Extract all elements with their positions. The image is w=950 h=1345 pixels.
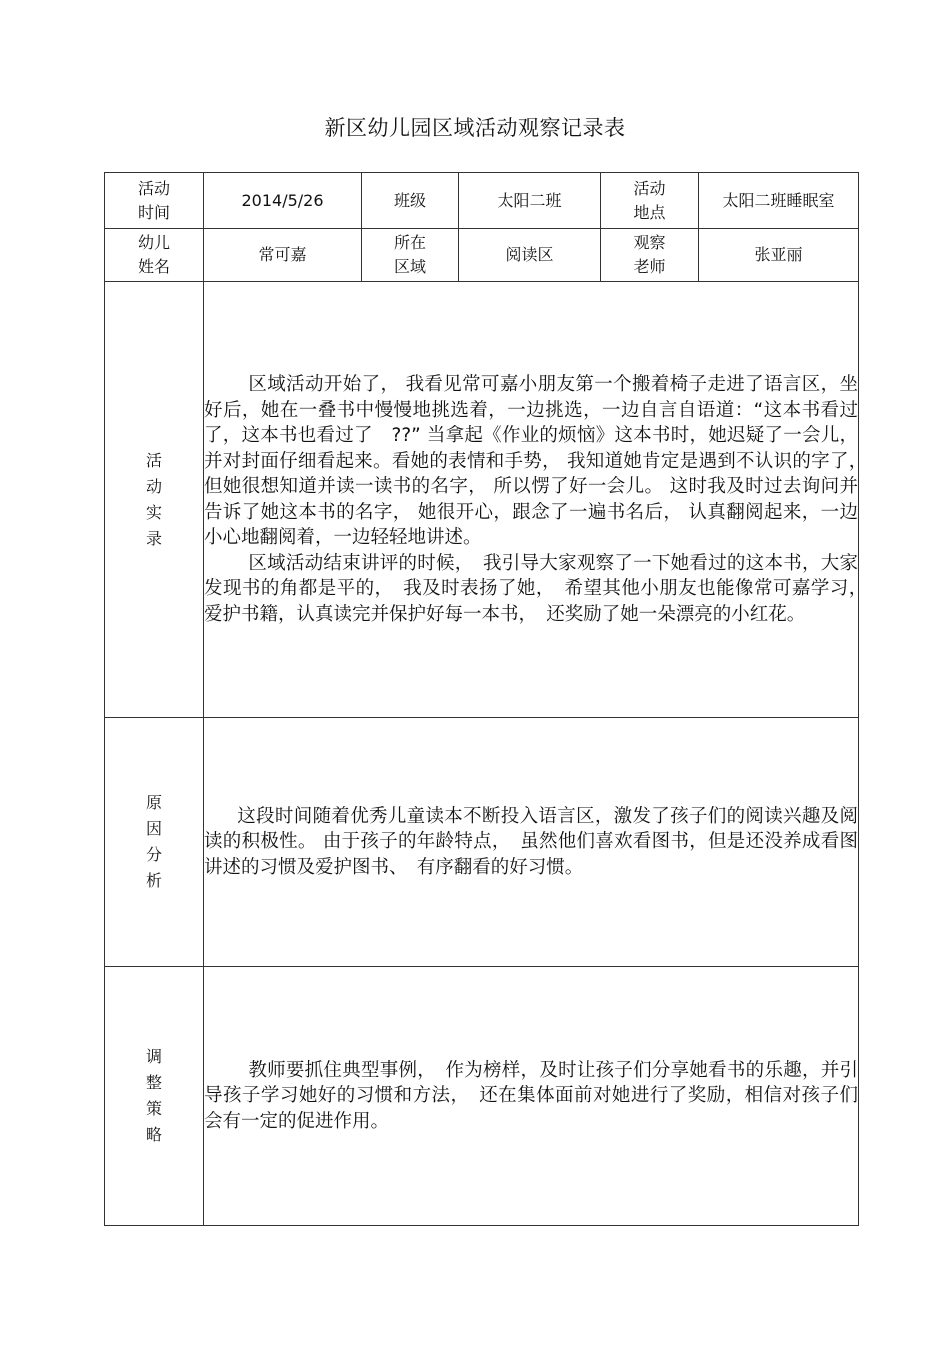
area-label: 所在 区域 [362, 229, 459, 282]
record-paragraph: 区域活动结束讲评的时候， 我引导大家观察了一下她看过的这本书，大家发现书的角都是平的， 我及时表扬了她， 希望其他小朋友也能像常可嘉学习， 爱护书籍，认真读完并保护好每一本书， 还奖励了她一朵漂亮的小红花。 [204, 552, 877, 625]
record-paragraph: 区域活动开始了， 我看见常可嘉小朋友第一个搬着椅子走进了语言区，坐好后，她在一叠书中慢慢地挑选着，一边挑选，一边自言自语道：“这本书看过了，这本书也看过了 ??” 当拿起《作业的烦恼》这本书时，她迟疑了一会儿，并对封面仔细看起来。看她的表情和手势， 我知道她肯定是遇到不认识的字了， 但她很想知道并读一读书的名字， 所以愣了好一会儿。 这时我及时过去询问并告诉了她这本书的名字， 她很开心，跟念了一遍书名后， 认真翻阅起来，一边小心地翻阅着，一边轻轻地讲述。 [204, 374, 877, 548]
analysis-row [105, 718, 859, 967]
analysis-content [204, 718, 859, 967]
child-name-label: 幼儿 姓名 [105, 229, 204, 282]
observer-value: 张亚丽 [699, 229, 859, 282]
activity-place-value: 太阳二班睡眠室 [699, 173, 859, 229]
strategy-row [105, 967, 859, 1226]
header-row-2 [105, 229, 859, 282]
analysis-paragraph: 这段时间随着优秀儿童读本不断投入语言区，激发了孩子们的阅读兴趣及阅读的积极性。 由于孩子的年龄特点， 虽然他们喜欢看图书，但是还没养成看图讲述的习惯及爱护图书、 有序翻看的好习惯。 [204, 805, 858, 878]
record-content [204, 282, 877, 718]
class-label: 班级 [362, 173, 459, 229]
record-row [105, 282, 859, 718]
observer-label: 观察 老师 [601, 229, 699, 282]
area-value: 阅读区 [459, 229, 601, 282]
activity-time-value: 2014/5/26 [204, 173, 362, 229]
observation-table [104, 172, 877, 1226]
analysis-label: 原 因 分 析 [105, 718, 204, 967]
strategy-paragraph: 教师要抓住典型事例， 作为榜样，及时让孩子们分享她看书的乐趣，并引导孩子学习她好的习惯和方法， 还在集体面前对她进行了奖励，相信对孩子们会有一定的促进作用。 [204, 1059, 858, 1132]
page-title: 新区幼儿园区域活动观察记录表 [324, 116, 626, 140]
class-value: 太阳二班 [459, 173, 601, 229]
strategy-label: 调 整 策 略 [105, 967, 204, 1226]
child-name-value: 常可嘉 [204, 229, 362, 282]
header-row-1 [105, 173, 859, 229]
activity-place-label: 活动 地点 [601, 173, 699, 229]
record-label: 活 动 实 录 [105, 282, 204, 718]
activity-time-label: 活动 时间 [105, 173, 204, 229]
strategy-content [204, 967, 859, 1226]
